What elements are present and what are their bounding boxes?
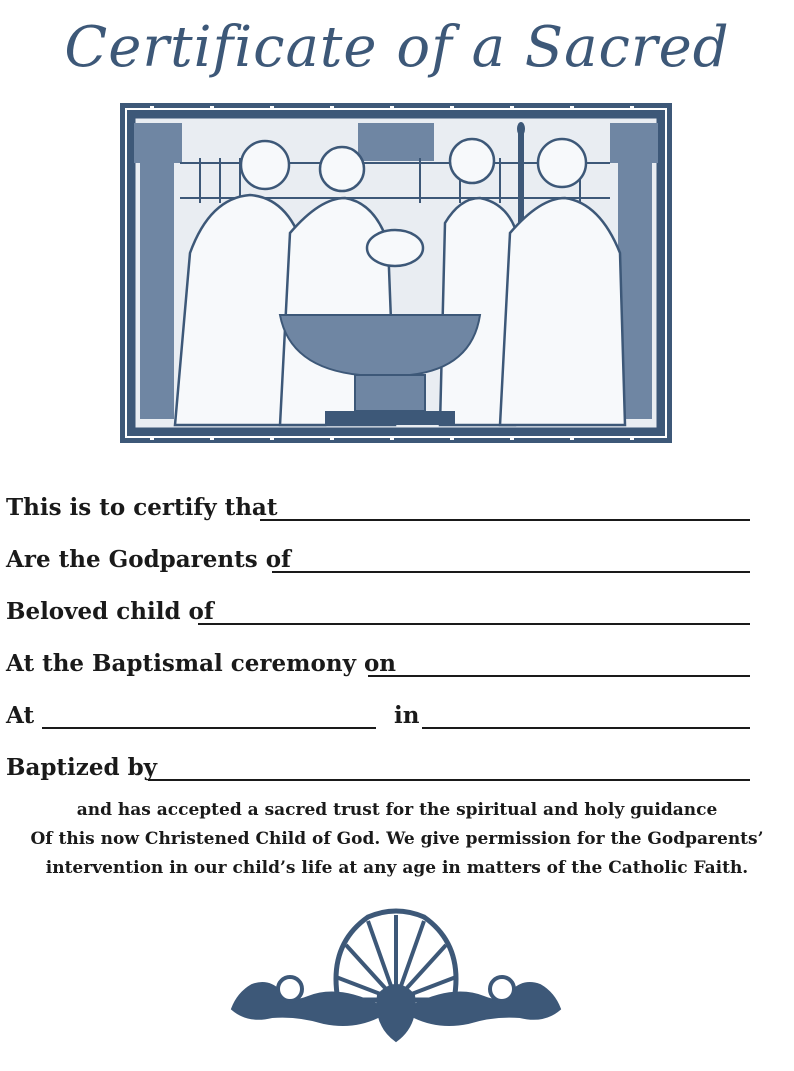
ceremony-line[interactable] [368,675,750,677]
certify-label: This is to certify that [6,494,278,521]
at-label: At [6,702,35,729]
baptism-scene-illustration [120,103,672,443]
child-line[interactable] [198,623,750,625]
baptized-line[interactable] [148,779,750,781]
trust-statement [0,796,794,883]
baptized-label: Baptized by [6,754,158,781]
in-line[interactable] [422,727,750,729]
certify-line[interactable] [260,519,750,521]
godparents-label: Are the Godparents of [6,546,291,573]
at-line[interactable] [42,727,376,729]
field-certify [6,487,750,523]
ceremony-label: At the Baptismal ceremony on [6,650,397,677]
statement-line-3: intervention in our child’s life at any age in matters of the Catholic Faith. [45,858,749,878]
statement-line-2: Of this now Christened Child of God. We give permission for the Godparents’ [30,829,764,849]
scallop-shell-ornament-icon [228,905,564,1045]
certificate-title: Certificate of a Sacred [64,15,730,80]
field-baptized [6,747,750,783]
field-location [6,695,750,731]
field-godparents [6,539,750,575]
field-child [6,591,750,627]
child-label: Beloved child of [6,598,214,625]
statement-line-1: and has accepted a sacred trust for the spiritual and holy guidance [76,800,718,820]
in-label: in [394,702,420,729]
field-ceremony [6,643,750,679]
godparents-line[interactable] [272,571,750,573]
